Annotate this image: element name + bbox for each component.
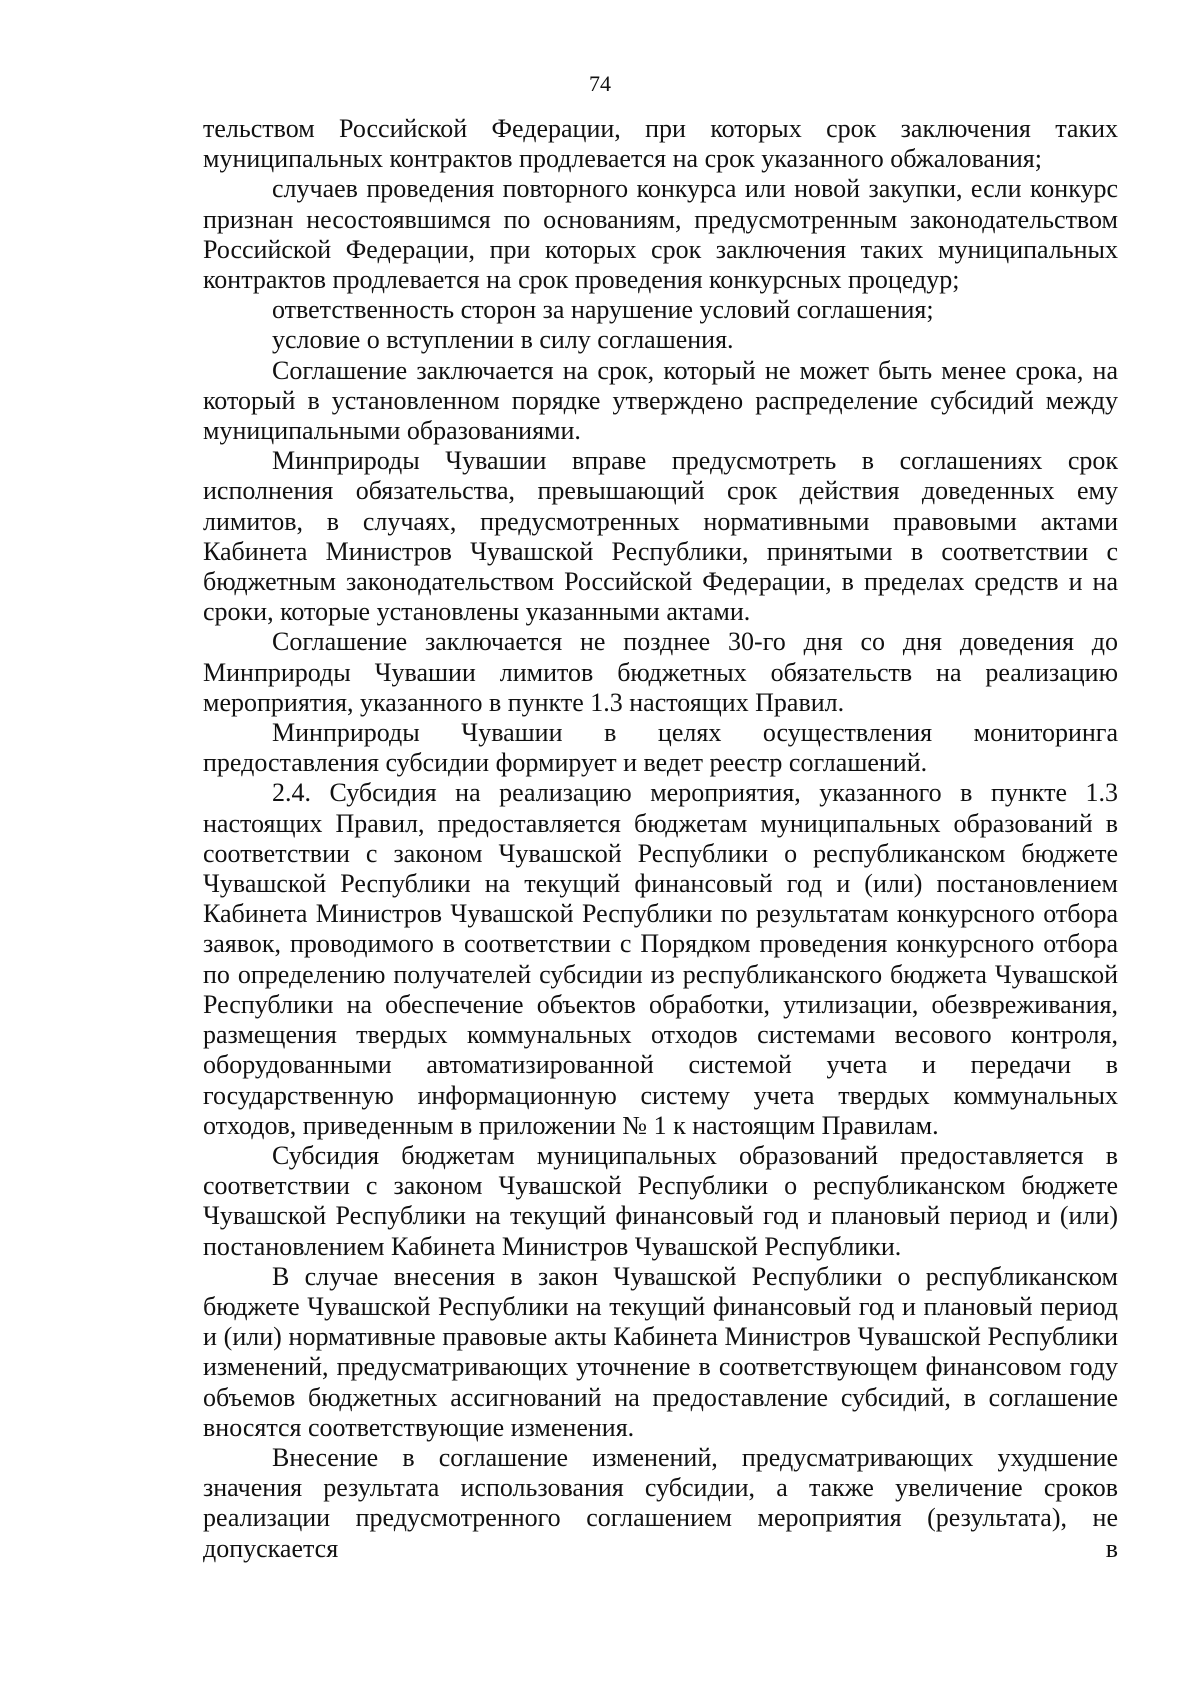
paragraph-liability: ответственность сторон за нарушение условий соглашения; [272,295,934,325]
paragraph-repeat-tender: случаев проведения повторного конкурса или новой закупки, если конкурс признан несостоявшимся по основаниям, предусмотренным законодательством Российской Федерации, при которых срок заключения таких муниципальных контрактов продлевается на срок проведения конкурсных процедур; [203,174,1118,295]
paragraph-continuation: тельством Российской Федерации, при которых срок заключения таких муниципальных контрактов продлевается на срок указанного обжалования; [203,114,1118,174]
paragraph-agreement-deadline: Соглашение заключается не позднее 30-го дня со дня доведения до Минприроды Чувашии лимитов бюджетных обязательств на реализацию мероприятия, указанного в пункте 1.3 настоящих Правил. [203,627,1118,717]
paragraph-monitoring: Минприроды Чувашии в целях осуществления мониторинга предоставления субсидии формирует и ведет реестр соглашений. [203,718,1118,778]
document-body [203,114,1118,1564]
paragraph-section-2-4: 2.4. Субсидия на реализацию мероприятия, указанного в пункте 1.3 настоящих Правил, предоставляется бюджетам муниципальных образований в соответствии с законом Чувашской Республики о республиканском бюджете Чувашской Республики на текущий финансовый год и (или) постановлением Кабинета Министров Чувашской Республики по результатам конкурсного отбора заявок, проводимого в соответствии с Порядком проведения конкурсного отбора по определению получателей субсидии из республиканского бюджета Чувашской Республики на обеспечение объектов обработки, утилизации, обезвреживания, размещения твердых коммунальных отходов системами весового контроля, оборудованными автоматизированной системой учета и передачи в государственную информационную систему учета твердых коммунальных отходов, приведенным в приложении № 1 к настоящим Правилам. [203,778,1118,1140]
paragraph-obligation-term: Минприроды Чувашии вправе предусмотреть в соглашениях срок исполнения обязательства, превышающий срок действия доведенных ему лимитов, в случаях, предусмотренных нормативными правовыми актами Кабинета Министров Чувашской Республики, принятыми в соответствии с бюджетным законодательством Российской Федерации, в пределах средств и на сроки, которые установлены указанными актами. [203,446,1118,627]
paragraph-entry-into-force: условие о вступлении в силу соглашения. [272,325,734,355]
paragraph-budget-changes: В случае внесения в закон Чувашской Республики о республиканском бюджете Чувашской Республики на текущий финансовый год и плановый период и (или) нормативные правовые акты Кабинета Министров Чувашской Республики изменений, предусматривающих уточнение в соответствующем финансовом году объемов бюджетных ассигнований на предоставление субсидий, в соглашение вносятся соответствующие изменения. [203,1261,1118,1442]
page-number: 74 [589,71,611,96]
paragraph-amendments: Внесение в соглашение изменений, предусматривающих ухудшение значения результата использования субсидии, а также увеличение сроков реализации предусмотренного соглашением мероприятия (результата), не допускается в [203,1442,1118,1563]
paragraph-subsidy-provision: Субсидия бюджетам муниципальных образований предоставляется в соответствии с законом Чувашской Республики о республиканском бюджете Чувашской Республики на текущий финансовый год и плановый период и (или) постановлением Кабинета Министров Чувашской Республики. [203,1140,1118,1261]
paragraph-agreement-term: Соглашение заключается на срок, который не может быть менее срока, на который в установленном порядке утверждено распределение субсидий между муниципальными образованиями. [203,355,1118,446]
